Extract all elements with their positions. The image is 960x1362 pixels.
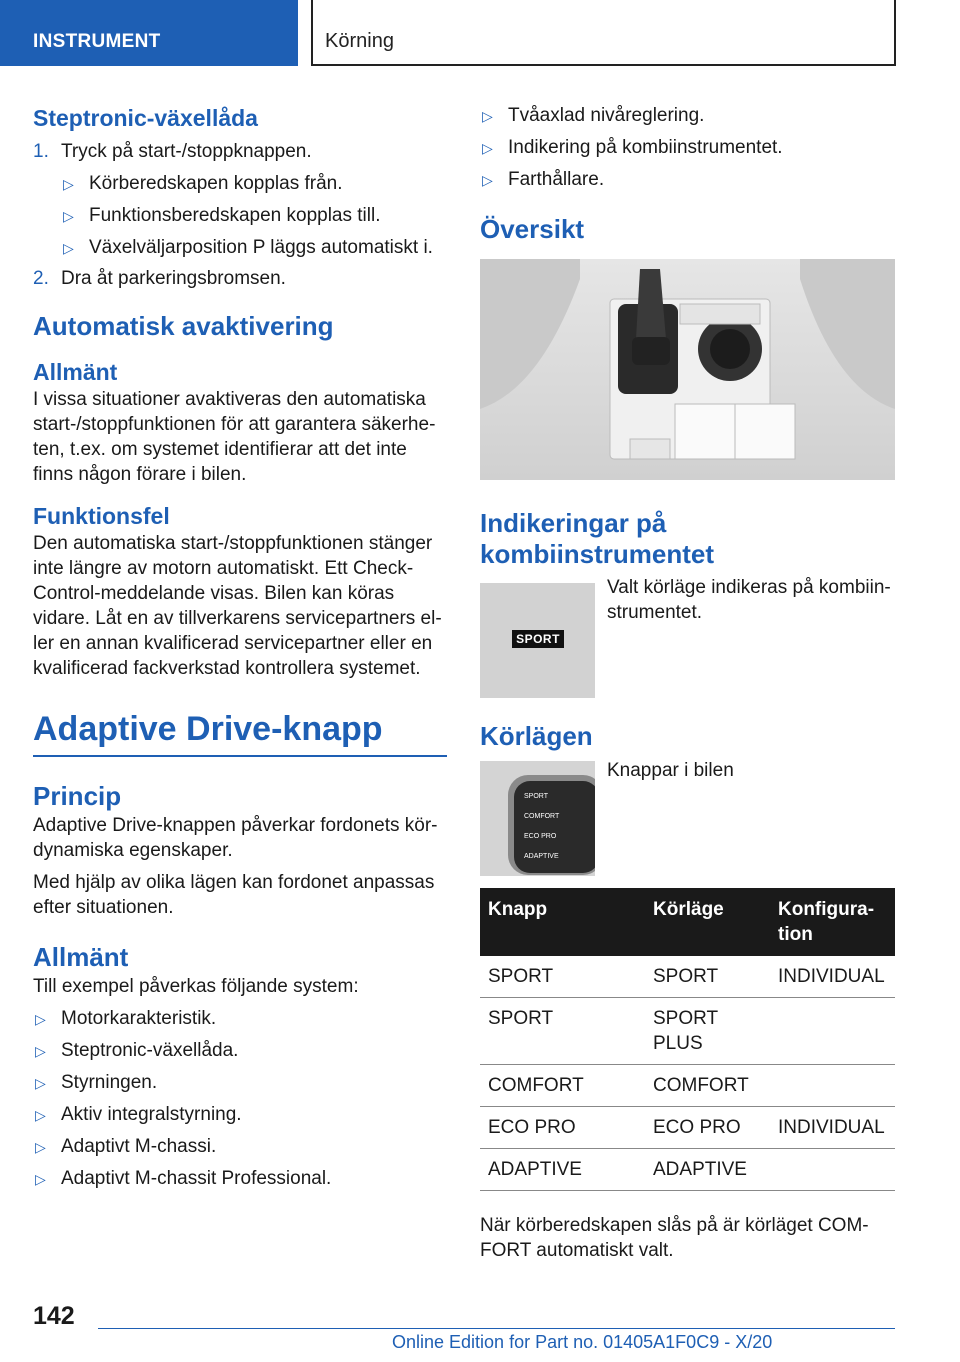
drive-modes-title: Körlägen <box>480 721 593 751</box>
closing-text: När körberedskapen slås på är körläget COMFORT automatiskt valt. <box>480 1215 869 1261</box>
indicator-block <box>480 577 895 697</box>
table-header-cell: Konfiguration <box>770 888 895 956</box>
table-cell: ADAPTIVE <box>645 1149 770 1191</box>
principle-title: Princip <box>33 781 122 811</box>
edition-note: Online Edition for Part no. 01405A1F0C9 - X/20 <box>392 1332 773 1352</box>
triangle-bullet-icon: ▷ <box>35 1139 46 1155</box>
table-cell: INDIVIDUAL <box>770 1107 895 1149</box>
table-header-cell: Körläge <box>645 888 770 956</box>
list-item: ▷ Adaptivt M-chassi. <box>33 1134 447 1159</box>
triangle-bullet-icon: ▷ <box>35 1011 46 1027</box>
step-1-number: 1. <box>33 141 49 162</box>
list-item: ▷ Tvåaxlad nivåreglering. <box>480 103 895 128</box>
table-cell: SPORT PLUS <box>645 998 770 1065</box>
list-item: ▷ Steptronic-växellåda. <box>33 1038 447 1063</box>
table-cell: COMFORT <box>480 1065 645 1107</box>
table-row <box>480 998 895 1065</box>
list-item: ▷ Styrningen. <box>33 1070 447 1095</box>
table-cell: COMFORT <box>645 1065 770 1107</box>
triangle-bullet-icon: ▷ <box>63 208 74 224</box>
mode-button-label: COMFORT <box>524 813 560 820</box>
right-column <box>480 100 895 1263</box>
table-header-row <box>480 888 895 956</box>
adaptive-general-intro: Till exempel påverkas följande system: <box>33 976 359 997</box>
step-2-text: Dra åt parkeringsbromsen. <box>61 268 286 289</box>
triangle-bullet-icon: ▷ <box>35 1171 46 1187</box>
list-item: ▷ Farthållare. <box>480 167 895 192</box>
step-2-number: 2. <box>33 268 49 289</box>
table-cell: ECO PRO <box>480 1107 645 1149</box>
fault-text: Den automatiska start-/stoppfunktionen stänger inte längre av motorn automatiskt. Ett Check-Control-meddelande visas. Bilen kan köras vidare. Låt en av tillverkarens servicepartners eller en annan kvalificerad servicepartner eller en kvalificerad fackverkstad kontrollera systemet. <box>33 533 442 679</box>
triangle-bullet-icon: ▷ <box>35 1107 46 1123</box>
left-column <box>33 100 447 1191</box>
substep: ▷ Växelväljarposition P läggs automatiskt i. <box>61 235 447 260</box>
auto-deactivation-title: Automatisk avaktivering <box>33 311 334 341</box>
triangle-bullet-icon: ▷ <box>35 1075 46 1091</box>
affected-systems-list <box>33 1006 447 1191</box>
triangle-bullet-icon: ▷ <box>63 240 74 256</box>
adaptive-drive-title: Adaptive Drive-knapp <box>33 707 447 757</box>
substep: ▷ Funktionsberedskapen kopplas till. <box>61 203 447 228</box>
center-console-photo <box>480 259 895 480</box>
indicators-title: Indikeringar på kombiinstrumentet <box>480 508 715 569</box>
table-row <box>480 1149 895 1191</box>
overview-title: Översikt <box>480 214 585 244</box>
drive-modes-table <box>480 888 895 1191</box>
mode-button-label: ECO PRO <box>524 833 557 840</box>
table-cell: SPORT <box>645 956 770 998</box>
triangle-bullet-icon: ▷ <box>35 1043 46 1059</box>
modes-block <box>480 761 895 878</box>
table-row <box>480 1107 895 1149</box>
step-2 <box>33 266 447 291</box>
table-cell <box>770 1149 895 1191</box>
table-cell: ECO PRO <box>645 1107 770 1149</box>
substep: ▷ Körberedskapen kopplas från. <box>61 171 447 196</box>
list-item: ▷ Aktiv integralstyrning. <box>33 1102 447 1127</box>
section-label: INSTRUMENT <box>33 31 161 52</box>
section-tab <box>0 0 298 66</box>
list-item: ▷ Indikering på kombiinstrumentet. <box>480 135 895 160</box>
adaptive-general-title: Allmänt <box>33 942 129 972</box>
mode-button-label: ADAPTIVE <box>524 853 559 860</box>
auto-general-text: I vissa situationer avaktiveras den automatiska start-/stoppfunktionen för att garantera säkerheten, t.ex. om systemet identifierar att det inte finns någon förare i bilen. <box>33 389 436 485</box>
chapter-label: Körning <box>325 30 394 52</box>
triangle-bullet-icon: ▷ <box>482 108 493 124</box>
principle-text-2: Med hjälp av olika lägen kan fordonet anpassas efter situationen. <box>33 872 435 918</box>
table-cell <box>770 1065 895 1107</box>
affected-systems-continued <box>480 103 895 192</box>
mode-button-labels <box>524 787 559 867</box>
fault-title: Funktionsfel <box>33 503 170 529</box>
mode-button-label: SPORT <box>524 793 548 800</box>
list-item: ▷ Adaptivt M-chassit Professional. <box>33 1166 447 1191</box>
table-cell: SPORT <box>480 998 645 1065</box>
triangle-bullet-icon: ▷ <box>482 140 493 156</box>
chapter-tab <box>311 0 896 66</box>
sport-indicator-image <box>480 583 595 698</box>
steptronic-steps <box>33 139 447 291</box>
indicators-text: Valt körläge indikeras på kombiinstrumentet. <box>607 577 891 623</box>
triangle-bullet-icon: ▷ <box>63 176 74 192</box>
page-number: 142 <box>33 1302 75 1330</box>
footer-divider <box>98 1328 895 1329</box>
step-1-substeps <box>61 171 447 260</box>
triangle-bullet-icon: ▷ <box>482 172 493 188</box>
table-cell: SPORT <box>480 956 645 998</box>
sport-indicator-tag: SPORT <box>512 630 564 648</box>
principle-text-1: Adaptive Drive-knappen påverkar fordonets kördynamiska egenskaper. <box>33 815 438 861</box>
table-header-cell: Knapp <box>480 888 645 956</box>
table-cell: INDIVIDUAL <box>770 956 895 998</box>
auto-general-title: Allmänt <box>33 359 118 385</box>
list-item: ▷ Motorkarakteristik. <box>33 1006 447 1031</box>
mode-buttons-image <box>480 761 595 876</box>
steptronic-title: Steptronic-växellåda <box>33 105 258 131</box>
step-1-text: Tryck på start-/stoppknappen. <box>61 141 312 162</box>
table-row <box>480 956 895 998</box>
table-row <box>480 1065 895 1107</box>
step-1 <box>33 139 447 260</box>
modes-text: Knappar i bilen <box>607 760 734 781</box>
table-cell: ADAPTIVE <box>480 1149 645 1191</box>
center-console-illustration <box>480 259 895 480</box>
table-cell <box>770 998 895 1065</box>
